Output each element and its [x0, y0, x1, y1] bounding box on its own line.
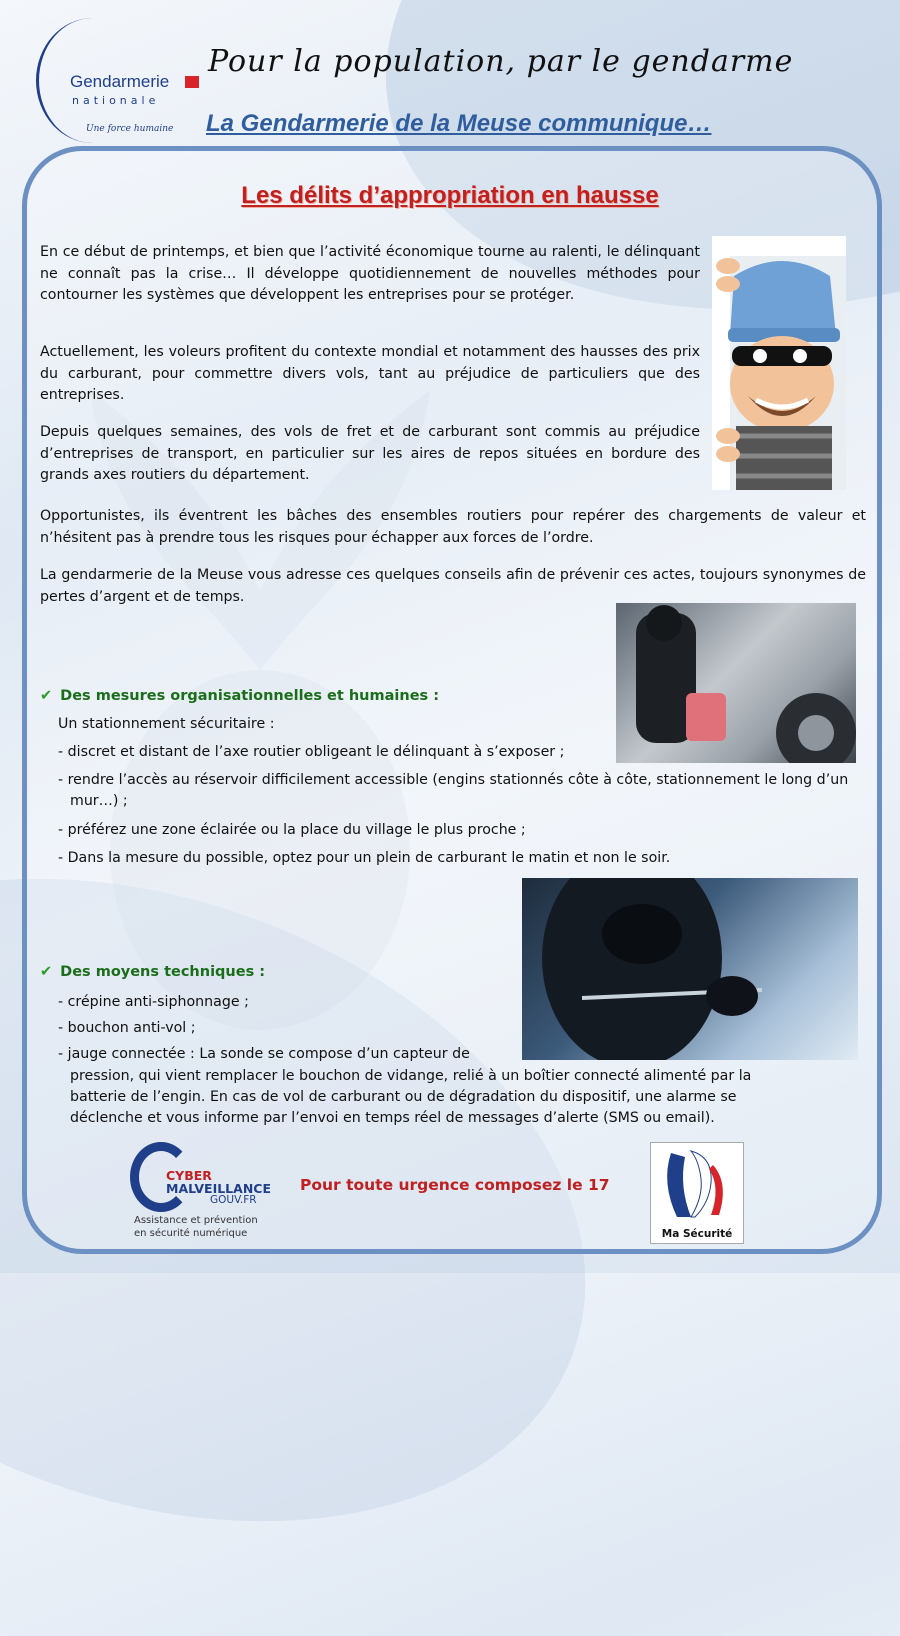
paragraph-5: La gendarmerie de la Meuse vous adresse ces quelques conseils afin de prévenir ces actes, toujours synonymes de pertes d’argent et de temps.: [40, 567, 866, 605]
section-heading-organisational: [40, 688, 439, 704]
paragraph-4: Opportunistes, ils éventrent les bâches des ensembles routiers pour repérer des chargements de valeur et n’hésitent pas à prendre tous les risques pour échapper aux forces de l’ordre.: [40, 508, 866, 546]
gendarmerie-logo: [32, 14, 202, 144]
ma-securite-label: Ma Sécurité: [661, 1228, 733, 1240]
check-icon: ✔: [40, 688, 53, 704]
thief-illustration: [712, 236, 846, 490]
logo-tagline: Une force humaine: [86, 124, 174, 134]
subheading: La Gendarmerie de la Meuse communique…: [206, 110, 712, 137]
logo-subtitle: nationale: [72, 94, 160, 107]
logo-name: Gendarmerie: [70, 72, 170, 91]
cybermalveillance-logo[interactable]: [128, 1142, 288, 1242]
list-item: - Dans la mesure du possible, optez pour un plein de carburant le matin et non le soir.: [58, 850, 671, 866]
paragraph-3: Depuis quelques semaines, des vols de fret et de carburant sont commis au préjudice d’entreprises de transport, en particulier sur les aires de repos situées en bordure des grands axes routiers du département.: [40, 424, 700, 483]
cyber-line2: MALVEILLANCE: [166, 1181, 271, 1196]
list-item-continuation: pression, qui vient remplacer le bouchon de vidange, relié à un boîtier connecté alimenté par la batterie de l’engin. En cas de vol de carburant ou de dégradation du dispositif, une alarme se déclenche et vous informe par l’envoi en temps réel de messages d’alerte (SMS ou email).: [70, 1068, 752, 1126]
check-icon: ✔: [40, 964, 53, 980]
list-item: - crépine anti-siphonnage ;: [58, 994, 249, 1010]
page-title: [0, 182, 900, 210]
marianne-icon: [651, 1143, 743, 1227]
thief-crowbar-photo: [522, 878, 858, 1060]
list-item: - jauge connectée : La sonde se compose d’un capteur de: [58, 1046, 470, 1062]
section-heading-text: Des moyens techniques :: [60, 964, 266, 980]
slogan: Pour la population, par le gendarme: [208, 44, 794, 79]
cyber-line1: CYBER: [166, 1168, 212, 1183]
section-heading-technical: [40, 964, 265, 980]
paragraph-2: Actuellement, les voleurs profitent du contexte mondial et notamment des hausses des prix du carburant, pour commettre divers vols, tant au préjudice de particuliers que des entreprises.: [40, 344, 700, 403]
cyber-line3: GOUV.FR: [210, 1194, 257, 1206]
list-intro: Un stationnement sécuritaire :: [58, 716, 275, 732]
paragraph-1: En ce début de printemps, et bien que l’activité économique tourne au ralenti, le délinquant ne connaît pas la crise… Il développe quotidiennement de nouvelles méthodes pour contourner les systèmes que développent les entreprises pour se protéger.: [40, 244, 700, 303]
logo-flag-icon: [185, 76, 199, 88]
page-title-text: Les délits d’appropriation en hausse: [241, 182, 659, 209]
fuel-theft-photo: [616, 603, 856, 763]
cyber-desc1: Assistance et prévention: [134, 1215, 258, 1226]
section-heading-text: Des mesures organisationnelles et humaines :: [60, 688, 440, 704]
emergency-notice: Pour toute urgence composez le 17: [300, 1176, 610, 1194]
cyber-desc2: en sécurité numérique: [134, 1228, 248, 1239]
list-item: - préférez une zone éclairée ou la place du village le plus proche ;: [58, 822, 526, 838]
list-item: - rendre l’accès au réservoir difficilement accessible (engins stationnés côte à côte, stationnement le long d’un mur…) ;: [58, 772, 849, 809]
ma-securite-logo[interactable]: [650, 1142, 744, 1244]
list-item: - discret et distant de l’axe routier obligeant le délinquant à s’exposer ;: [58, 744, 565, 760]
list-item: - bouchon anti-vol ;: [58, 1020, 196, 1036]
